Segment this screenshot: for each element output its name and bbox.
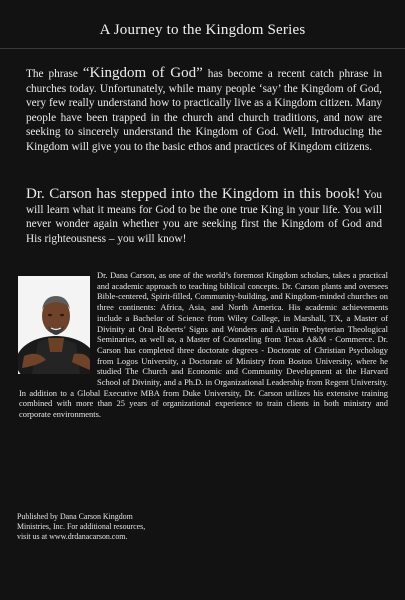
publisher-line-3: visit us at www.drdanacarson.com. [17,532,128,541]
title-divider [0,48,405,49]
author-bio [19,270,388,420]
intro-phrase: “Kingdom of God” [82,65,203,81]
pitch-body: You will learn what it means for God to be the one true King in your life. You will never wonder again whether you are seeking first the Kingdom of God and His righteousness – you will know! [26,189,382,245]
intro-lead: The phrase [26,68,83,80]
intro-rest: has become a recent catch phrase in churches today. Unfortunately, while many people ‘say’ the Kingdom of God, very few really understand how to practically live as a Kingdom citizen. Many people have been trapped in the church and church traditions, and now are seeking to sincerely understand the Kingdom of God. Well, Introducing the Kingdom will give you to the basic ethos and practices of Kingdom citizens. [26,68,382,153]
pitch-headline: Dr. Carson has stepped into the Kingdom in this book! [26,186,361,202]
publisher-line-1: Published by Dana Carson Kingdom [17,512,133,521]
intro-paragraph [26,66,382,155]
publisher-line-2: Ministries, Inc. For additional resources, [17,522,146,531]
author-bio-text: Dr. Dana Carson, as one of the world’s foremost Kingdom scholars, takes a practical and academic approach to teaching biblical concepts. Dr. Carson plants and oversees Bible-centered, Spirit-filled, Community-building, and Kingdom-minded churches on three continents: Africa, Asia, and North America. His academic achievements include a Bachelor of Science from Wiley College, in Marshall, TX, a Master of Divinity at Oral Roberts’ Signs and Wonders and Austin Presbyterian Theological Seminaries, as well as, a Master of Counseling from Texas A&M - Commerce. Dr. Carson has completed three doctorate degrees - Doctorate of Christian Psychology from Logos University, a Doctorate of Ministry from Boston University, where he studied The Church and Economic and Community Development at the Harvard School of Divinity, and a Ph.D. in Organizational Leadership from Regent University. In addition to a Global Executive MBA from Duke University, Dr. Carson utilizes his extensive training combined with more than 25 years of organizational experience to train clients in both ministry and corporate environments. [19,270,388,420]
pitch-paragraph [26,186,382,246]
series-title: A Journey to the Kingdom Series [99,22,306,38]
photo-spacer [19,270,97,382]
publisher-info [17,512,177,542]
